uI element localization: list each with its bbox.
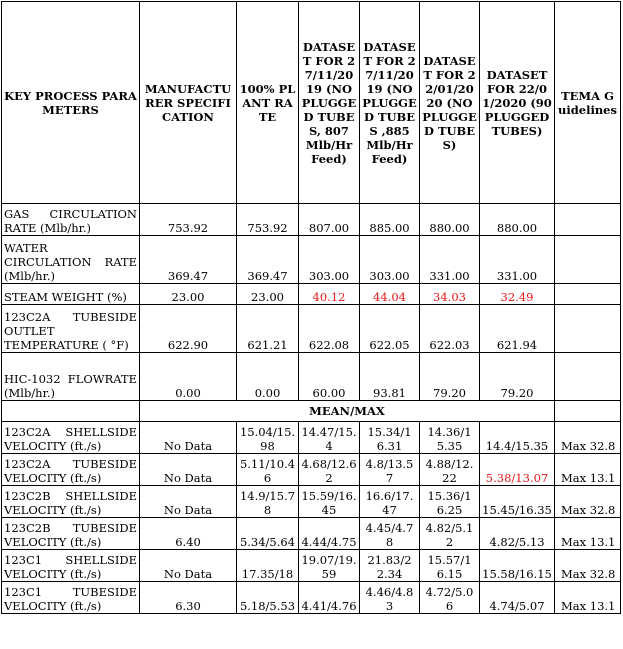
cell-value: 303.00 [299, 236, 360, 284]
document-page [1, 1, 621, 614]
cell-tema: Max 13.1 [555, 454, 621, 486]
cell-tema: Max 32.8 [555, 486, 621, 518]
cell-value: 4.68/12.62 [299, 454, 360, 486]
process-parameters-table [1, 1, 621, 614]
cell-value: 23.00 [237, 284, 299, 305]
header-dataset-27-11-885: DATASET FOR 27/11/2019 (NO PLUGGED TUBES ,885 Mlb/Hr Feed) [360, 2, 420, 204]
cell-value: 4.44/4.75 [299, 518, 360, 550]
table-row [2, 550, 621, 582]
header-dataset-22-01-no-plugged: DATASET FOR 22/01/2020 (NO PLUGGED TUBES) [420, 2, 480, 204]
table-row [2, 284, 621, 305]
cell-value: 23.00 [140, 284, 237, 305]
cell-value: 4.8/13.57 [360, 454, 420, 486]
cell-tema: Max 13.1 [555, 582, 621, 614]
section-row [2, 401, 621, 422]
table-row [2, 454, 621, 486]
cell-value: 807.00 [299, 204, 360, 236]
cell-value: 4.82/5.12 [420, 518, 480, 550]
cell-value [555, 236, 621, 284]
section-spacer [2, 401, 140, 422]
header-row [2, 2, 621, 204]
cell-value: 4.74/5.07 [480, 582, 555, 614]
cell-value: 14.47/15.4 [299, 422, 360, 454]
cell-value: 15.57/16.15 [420, 550, 480, 582]
cell-value: 14.36/15.35 [420, 422, 480, 454]
cell-value [555, 353, 621, 401]
cell-value: 5.18/5.53 [237, 582, 299, 614]
cell-tema: Max 32.8 [555, 422, 621, 454]
cell-value-highlight: 32.49 [480, 284, 555, 305]
cell-value: 885.00 [360, 204, 420, 236]
cell-value: 19.07/19.59 [299, 550, 360, 582]
cell-value: 4.45/4.78 [360, 518, 420, 550]
cell-value: 6.40 [140, 518, 237, 550]
cell-value: 14.4/15.35 [480, 422, 555, 454]
table-row [2, 582, 621, 614]
row-param: 123C1 SHELLSIDE VELOCITY (ft./s) [2, 550, 140, 582]
table-row [2, 518, 621, 550]
section-spacer [555, 401, 621, 422]
row-param: HIC-1032 FLOWRATE (Mlb/hr.) [2, 353, 140, 401]
table-row [2, 422, 621, 454]
cell-value: 4.46/4.83 [360, 582, 420, 614]
cell-value: 4.72/5.06 [420, 582, 480, 614]
cell-value: 15.34/16.31 [360, 422, 420, 454]
row-param: 123C2A TUBESIDE OUTLET TEMPERATURE ( °F) [2, 305, 140, 353]
table-row [2, 486, 621, 518]
cell-value: 15.59/16.45 [299, 486, 360, 518]
cell-value: 93.81 [360, 353, 420, 401]
cell-value: 753.92 [140, 204, 237, 236]
cell-value: 14.9/15.78 [237, 486, 299, 518]
row-param: 123C1 TUBESIDE VELOCITY (ft./s) [2, 582, 140, 614]
table-row [2, 204, 621, 236]
table-row [2, 353, 621, 401]
row-param: 123C2A SHELLSIDE VELOCITY (ft./s) [2, 422, 140, 454]
cell-value: 16.6/17.47 [360, 486, 420, 518]
cell-value: 6.30 [140, 582, 237, 614]
cell-value-highlight: 34.03 [420, 284, 480, 305]
row-param: 123C2B TUBESIDE VELOCITY (ft./s) [2, 518, 140, 550]
cell-value: 880.00 [420, 204, 480, 236]
cell-value: 622.08 [299, 305, 360, 353]
header-dataset-22-01-90-plugged: DATASET FOR 22/01/2020 (90 PLUGGED TUBES) [480, 2, 555, 204]
cell-value: 622.03 [420, 305, 480, 353]
cell-value: 753.92 [237, 204, 299, 236]
cell-value: No Data [140, 486, 237, 518]
cell-value: 0.00 [237, 353, 299, 401]
cell-value: 331.00 [480, 236, 555, 284]
cell-value: 4.88/12.22 [420, 454, 480, 486]
header-plant-rate: 100% PLANT RATE [237, 2, 299, 204]
cell-value: 369.47 [140, 236, 237, 284]
cell-value-highlight: 5.38/13.07 [480, 454, 555, 486]
cell-value-highlight: 44.04 [360, 284, 420, 305]
cell-value: 4.41/4.76 [299, 582, 360, 614]
row-param: 123C2B SHELLSIDE VELOCITY (ft./s) [2, 486, 140, 518]
section-label-mean-max: MEAN/MAX [140, 401, 555, 422]
cell-value: 621.21 [237, 305, 299, 353]
cell-value: 15.36/16.25 [420, 486, 480, 518]
cell-value [555, 305, 621, 353]
table-row [2, 305, 621, 353]
header-manufacturer-specification: MANUFACTURER SPECIFICATION [140, 2, 237, 204]
cell-value: 880.00 [480, 204, 555, 236]
cell-value: 622.90 [140, 305, 237, 353]
cell-value-highlight: 40.12 [299, 284, 360, 305]
row-param: WATER CIRCULATION RATE (Mlb/hr.) [2, 236, 140, 284]
cell-value: 5.11/10.46 [237, 454, 299, 486]
row-param: STEAM WEIGHT (%) [2, 284, 140, 305]
cell-value: No Data [140, 454, 237, 486]
cell-value: 0.00 [140, 353, 237, 401]
header-dataset-27-11-807: DATASET FOR 27/11/2019 (NO PLUGGED TUBES, 807 Mlb/Hr Feed) [299, 2, 360, 204]
cell-tema: Max 13.1 [555, 518, 621, 550]
cell-value: 5.34/5.64 [237, 518, 299, 550]
cell-value: 79.20 [480, 353, 555, 401]
row-param: 123C2A TUBESIDE VELOCITY (ft./s) [2, 454, 140, 486]
cell-value: 331.00 [420, 236, 480, 284]
cell-value: 60.00 [299, 353, 360, 401]
cell-value: 303.00 [360, 236, 420, 284]
row-param: GAS CIRCULATION RATE (Mlb/hr.) [2, 204, 140, 236]
cell-value: 369.47 [237, 236, 299, 284]
header-key-process-parameters: KEY PROCESS PARAMETERS [2, 2, 140, 204]
header-tema-guidelines: TEMA Guidelines [555, 2, 621, 204]
cell-tema: Max 32.8 [555, 550, 621, 582]
cell-value: 15.04/15.98 [237, 422, 299, 454]
cell-value [555, 284, 621, 305]
cell-value: 79.20 [420, 353, 480, 401]
table-row [2, 236, 621, 284]
cell-value: 17.35/18 [237, 550, 299, 582]
cell-value: 21.83/22.34 [360, 550, 420, 582]
cell-value: 4.82/5.13 [480, 518, 555, 550]
cell-value: 621.94 [480, 305, 555, 353]
cell-value [555, 204, 621, 236]
cell-value: 15.58/16.15 [480, 550, 555, 582]
cell-value: 15.45/16.35 [480, 486, 555, 518]
cell-value: No Data [140, 422, 237, 454]
cell-value: No Data [140, 550, 237, 582]
cell-value: 622.05 [360, 305, 420, 353]
